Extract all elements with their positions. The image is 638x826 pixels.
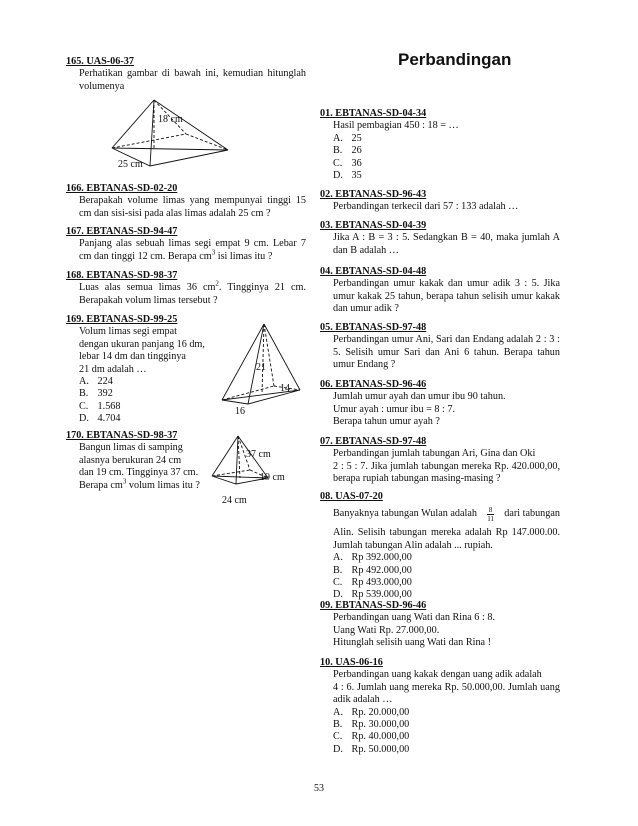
option-a: A. 25 (333, 132, 362, 144)
option-b: B. 26 (333, 145, 362, 157)
question-header: 168. EBTANAS-SD-98-37 (66, 270, 178, 281)
question-166 (66, 183, 306, 220)
height-label: 21 (256, 362, 266, 373)
question-01: 01. EBTANAS-SD-04-34 Hasil pembagian 450 : 18 = … A. 25 B. 26 C. 36 D. 35 (320, 108, 560, 182)
question-header: 10. UAS-06-16 (320, 657, 383, 668)
question-text: Berapakah volume limas yang mempunyai tinggi 15 cm dan sisi-sisi pada alas limas adalah 25 cm ? (79, 195, 306, 219)
width-label: 14 (280, 383, 290, 394)
pyramid-figure-165 (106, 96, 236, 174)
height-label: 37 cm (246, 449, 271, 460)
question-10: 10. UAS-06-16 Perbandingan uang kakak dengan uang adik adalah 4 : 6. Jumlah uang mereka Rp. 50.000,00. Jumlah uang adik adalah … A. Rp. 20.000,00 B. Rp. 30.000,00 C. Rp. 40.000,00 D. Rp. 50.000,00 (320, 657, 560, 755)
option-d: D. 35 (333, 170, 362, 182)
option-d: D. Rp. 50.000,00 (333, 743, 410, 755)
question-168 (66, 270, 306, 307)
question-header: 09. EBTANAS-SD-96-46 (320, 600, 427, 611)
option-a: A. Rp 392.000,00 (333, 552, 412, 564)
question-07: 07. EBTANAS-SD-97-48 Perbandingan jumlah tabungan Ari, Gina dan Oki 2 : 5 : 7. Jika jumlah tabungan mereka Rp. 420.000,00, berapa rupiah tabungan masing-masing ? (320, 436, 560, 485)
question-169: 169. EBTANAS-SD-99-25 Volum limas segi empat dengan ukuran panjang 16 dm, lebar 14 dm dan tingginya 21 dm adalah … A. 224 B. 392 C. 1.568 D. 4.704 (66, 314, 306, 426)
question-header: 02. EBTANAS-SD-96-43 (320, 189, 427, 200)
question-04: 04. EBTANAS-SD-04-48 Perbandingan umur kakak dan umur adik 3 : 5. Jika umur kakak 25 tahun, berapa tahun selisih umur kakak dan umur adik ? (320, 266, 560, 315)
question-170: 170. EBTANAS-SD-98-37 Bangun limas di samping alasnya berukuran 24 cm dan 19 cm. Tingginya 37 cm. Berapa $cm^3$ volum limas itu ? (66, 430, 306, 492)
option-b: B. Rp 492.000,00 (333, 564, 412, 576)
question-header: 167. EBTANAS-SD-94-47 (66, 226, 178, 237)
page-title: Perbandingan (398, 50, 512, 69)
option-c: C. 36 (333, 157, 362, 169)
question-text: Panjang alas sebuah limas segi empat 9 cm. Lebar 7 cm dan tinggi 12 cm. Berapa $cm^3$ isi limas itu ? (79, 238, 306, 262)
option-b: B. 392 (79, 388, 113, 400)
question-05: 05. EBTANAS-SD-97-48 Perbandingan umur Ani, Sari dan Endang adalah 2 : 3 : 5. Selisih umur Sari dan Ani 6 tahun. Berapa tahun umur Endang ? (320, 322, 560, 371)
question-text: Perhatikan gambar di bawah ini, kemudian hitunglah volumenya (79, 68, 306, 92)
question-header: 04. EBTANAS-SD-04-48 (320, 266, 427, 277)
pyramid-figure-169 (216, 320, 316, 418)
question-header: 08. UAS-07-20 (320, 491, 383, 502)
page-number: 53 (314, 783, 324, 794)
question-header: 170. EBTANAS-SD-98-37 (66, 430, 178, 441)
option-c: C. 1.568 (79, 400, 121, 412)
length-label: 16 (235, 406, 245, 417)
question-header: 166. EBTANAS-SD-02-20 (66, 183, 178, 194)
pyramid-figure-170 (206, 432, 316, 510)
question-09: 09. EBTANAS-SD-96-46 Perbandingan uang Wati dan Rina 6 : 8. Uang Wati Rp. 27.000,00. Hitunglah selisih uang Wati dan Rina ! (320, 600, 560, 650)
question-text: Luas alas semua limas 36 $cm^2$. Tingginya 21 cm. Berapakah volum limas tersebut ? (79, 280, 307, 306)
question-header: 01. EBTANAS-SD-04-34 (320, 108, 427, 119)
question-06: 06. EBTANAS-SD-96-46 Jumlah umur ayah dan umur ibu 90 tahun. Umur ayah : umur ibu = 8 : 7. Berapa tahun umur ayah ? (320, 379, 560, 429)
question-165 (66, 56, 306, 93)
question-header: 169. EBTANAS-SD-99-25 (66, 314, 178, 325)
base-label: 25 cm (118, 159, 143, 170)
question-header: 165. UAS-06-37 (66, 56, 134, 67)
width-label: 19 cm (260, 472, 285, 483)
question-header: 07. EBTANAS-SD-97-48 (320, 436, 427, 447)
question-02: 02. EBTANAS-SD-96-43 Perbandingan terkecil dari 57 : 133 adalah … (320, 189, 560, 214)
option-d: D. Rp 539.000,00 (333, 589, 412, 601)
option-b: B. Rp. 30.000,00 (333, 719, 410, 731)
option-a: A. 224 (79, 376, 113, 388)
question-08: 08. UAS-07-20 Banyaknya tabungan Wulan adalah $\frac{8}{11}$ dari tabungan Alin. Selisih tabungan mereka adalah Rp 147.000.00. Jumlah tabungan Alin adalah ... rupiah. A. Rp 392.000,00 B. Rp 492.000,00 C. Rp 493.000,00 D. Rp 539.000,00 (320, 491, 560, 601)
question-03: 03. EBTANAS-SD-04-39 Jika A : B = 3 : 5. Sedangkan B = 40, maka jumlah A dan B adalah … (320, 220, 560, 256)
question-167 (66, 226, 306, 263)
question-header: 05. EBTANAS-SD-97-48 (320, 322, 427, 333)
question-header: 06. EBTANAS-SD-96-46 (320, 379, 427, 390)
option-d: D. 4.704 (79, 413, 121, 425)
height-label: 18 cm (158, 114, 183, 125)
option-c: C. Rp. 40.000,00 (333, 731, 410, 743)
option-c: C. Rp 493.000,00 (333, 577, 412, 589)
length-label: 24 cm (222, 495, 247, 506)
option-a: A. Rp. 20.000,00 (333, 706, 410, 718)
question-header: 03. EBTANAS-SD-04-39 (320, 220, 427, 231)
fraction: $\frac{8}{11}$ (487, 505, 494, 523)
